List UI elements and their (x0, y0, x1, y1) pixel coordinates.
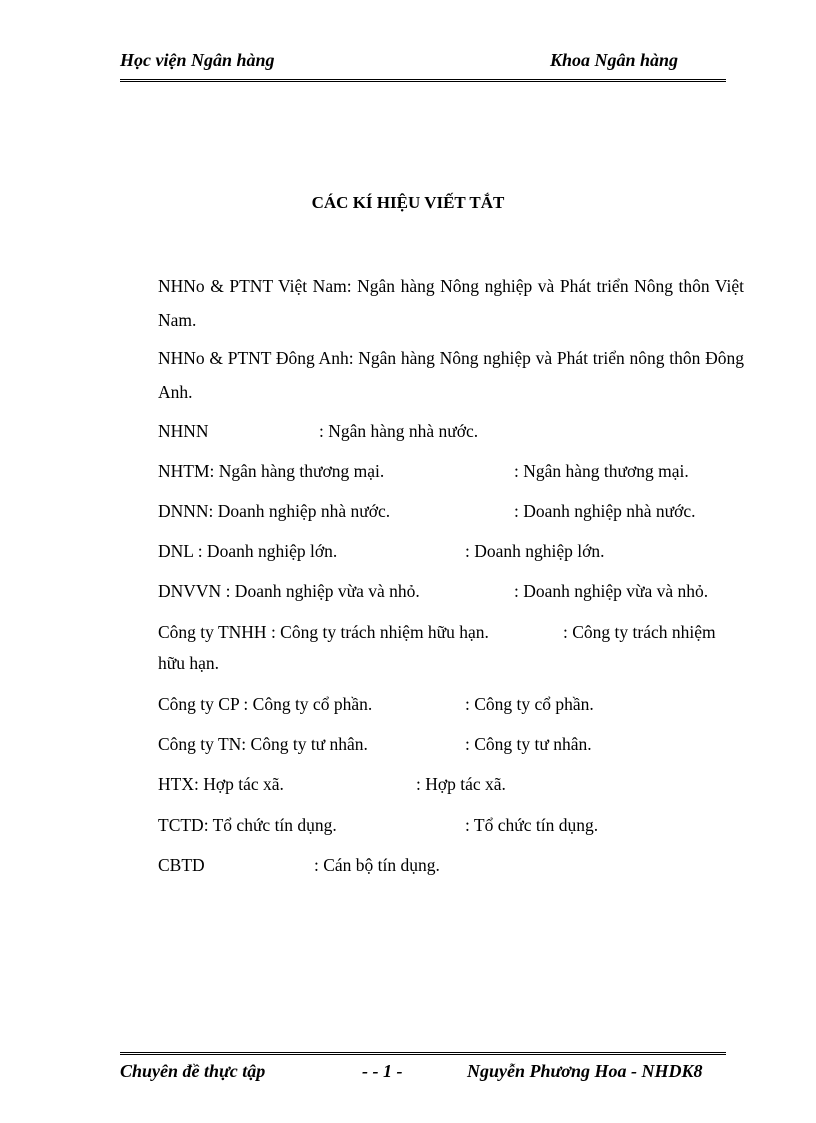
abbreviation-entry (158, 455, 744, 487)
page-footer (120, 1061, 726, 1085)
entry-definition: : Công ty tư nhân. (465, 734, 592, 754)
abbreviation-entry-continuation: hữu hạn. (158, 653, 220, 673)
entry-definition: : Doanh nghiệp lớn. (465, 541, 605, 561)
entry-term: DNVVN : Doanh nghiệp vừa và nhỏ. (158, 581, 420, 601)
entry-term: NHTM: Ngân hàng thương mại. (158, 461, 385, 481)
entry-definition: : Ngân hàng thương mại. (514, 461, 689, 481)
abbreviation-paragraph: NHNo & PTNT Đông Anh: Ngân hàng Nông nghiệp và Phát triển nông thôn Đông Anh. (158, 348, 744, 402)
entry-term: DNL : Doanh nghiệp lớn. (158, 541, 338, 561)
entry-term: CBTD (158, 855, 205, 875)
abbreviation-entry (158, 535, 744, 567)
abbreviation-entry (158, 849, 744, 881)
abbreviation-entry (158, 768, 744, 800)
abbreviation-entry (158, 616, 744, 648)
entry-term: Công ty TN: Công ty tư nhân. (158, 734, 368, 754)
abbreviation-entry (158, 688, 744, 720)
entry-definition: : Doanh nghiệp vừa và nhỏ. (514, 581, 709, 601)
entry-term: Công ty TNHH : Công ty trách nhiệm hữu hạn. (158, 622, 489, 642)
header-rule (120, 79, 726, 82)
entry-definition: : Hợp tác xã. (416, 774, 506, 794)
abbreviation-entry (158, 495, 744, 527)
abbreviation-entry (158, 728, 744, 760)
abbreviation-paragraph: NHNo & PTNT Việt Nam: Ngân hàng Nông nghiệp và Phát triển Nông thôn Việt Nam. (158, 276, 744, 330)
page-header (120, 50, 726, 74)
page-title: CÁC KÍ HIỆU VIẾT TẮT (311, 193, 505, 212)
footer-rule (120, 1052, 726, 1055)
abbreviation-entry (158, 415, 744, 447)
entry-definition: : Tổ chức tín dụng. (465, 815, 599, 835)
entry-term: TCTD: Tổ chức tín dụng. (158, 815, 337, 835)
entry-term: HTX: Hợp tác xã. (158, 774, 284, 794)
entry-definition: : Công ty trách nhiệm (563, 622, 716, 642)
entry-term: DNNN: Doanh nghiệp nhà nước. (158, 501, 391, 521)
entry-definition: : Cán bộ tín dụng. (314, 855, 440, 875)
header-institution: Học viện Ngân hàng (120, 50, 275, 70)
header-department: Khoa Ngân hàng (550, 50, 679, 70)
entry-definition: : Công ty cổ phần. (465, 694, 594, 714)
entry-term: NHNN (158, 421, 209, 441)
abbreviation-entry (158, 575, 744, 607)
footer-document-type: Chuyên đề thực tập (120, 1061, 266, 1081)
page-number: - - 1 - (362, 1061, 403, 1081)
abbreviation-entry (158, 809, 744, 841)
footer-author: Nguyễn Phương Hoa - NHDK8 (467, 1061, 703, 1081)
entry-definition: : Doanh nghiệp nhà nước. (514, 501, 696, 521)
entry-definition: : Ngân hàng nhà nước. (319, 421, 479, 441)
entry-term: Công ty CP : Công ty cổ phần. (158, 694, 373, 714)
